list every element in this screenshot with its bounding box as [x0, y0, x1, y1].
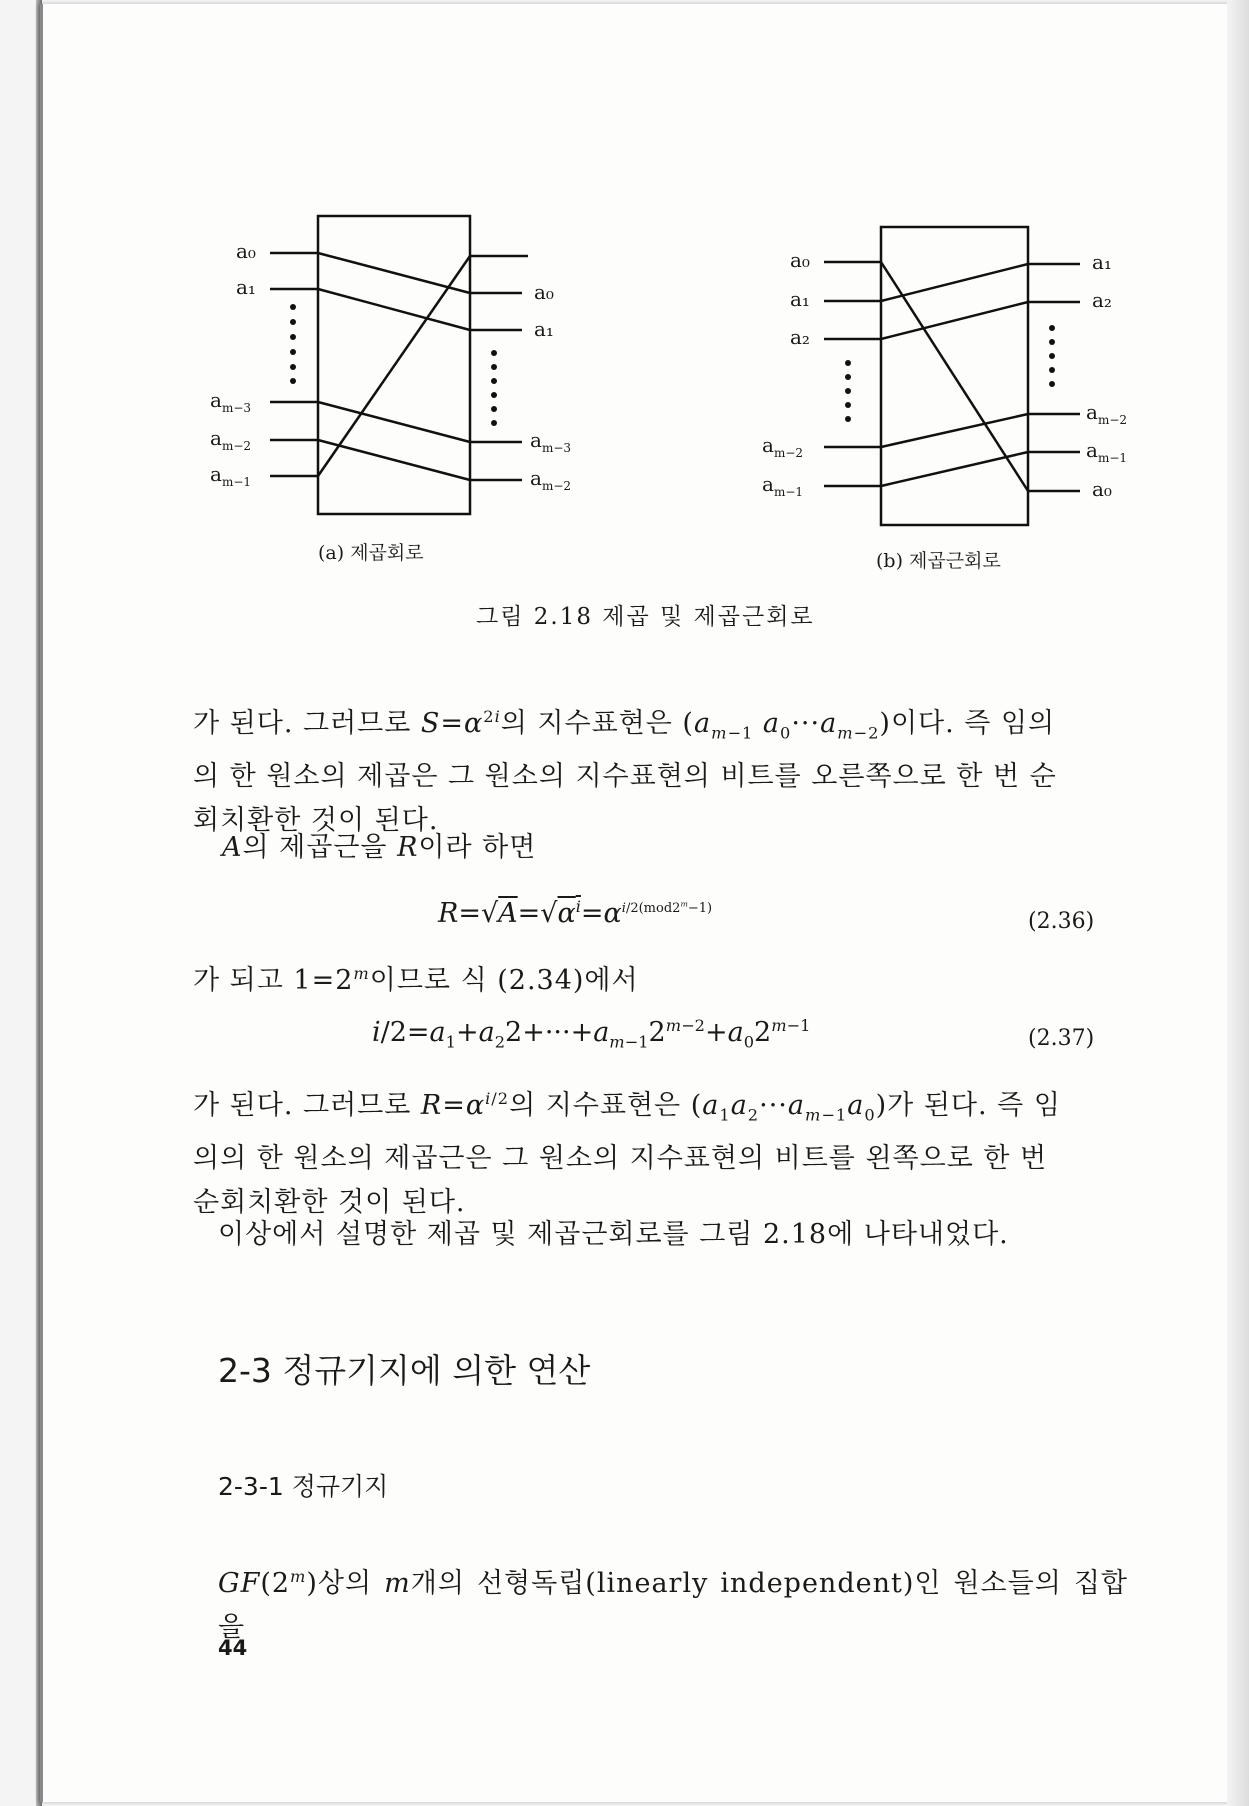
b-input-label: $a_{m-1}$: [762, 472, 804, 499]
text: 의 지수표현은 (: [509, 1090, 703, 1121]
subsection-heading: 2-3-1 정규기지: [218, 1472, 389, 1501]
paragraph: 가 된다. 그러므로 $S=\alpha^{2i}$의 지수표현은 ($a_{m-1}$ $a_0\cdot\cdot\cdot a_{m-2}$)이다. 즉 임의 의 한 원소의 제곱은 그 원소의 지수표현의 비트를 오른쪽으로 한 번 순 회치환한 것이 된다.: [193, 695, 1128, 843]
a-output-label: a₀: [534, 280, 554, 304]
b-input-label: a₁: [790, 287, 810, 311]
text: 이므로 식 (2.34)에서: [369, 965, 639, 996]
figure-diagrams: [0, 0, 1249, 560]
equation-2-36: $R=√A=√\alpha^i=\alpha^{i/2(mod2^m-1)}$: [438, 897, 713, 929]
a-input-label: a₀: [236, 239, 256, 263]
section-heading: 2-3 정규기지에 의한 연산: [218, 1351, 591, 1390]
text: 이라 하면: [418, 832, 537, 863]
text: )상의: [306, 1568, 385, 1599]
a-output-label: $a_{m-3}$: [530, 428, 572, 455]
b-input-label: $a_{m-2}$: [762, 433, 804, 460]
page-number: 44: [218, 1636, 248, 1660]
b-output-label: a₂: [1092, 288, 1112, 312]
b-output-label: a₁: [1092, 250, 1112, 274]
a-input-label: $a_{m-3}$: [210, 388, 252, 415]
figure-caption: 그림 2.18 제곱 및 제곱근회로: [476, 604, 815, 630]
text: 가 된다. 그러므로: [193, 1090, 421, 1121]
paragraph: 이상에서 설명한 제곱 및 제곱근회로를 그림 2.18에 나타내었다.: [218, 1219, 1009, 1250]
text: 가 되고 1=2: [193, 965, 354, 996]
text-line: 의 한 원소의 제곱은 그 원소의 지수표현의 비트를 오른쪽으로 한 번 순: [193, 761, 1057, 793]
text: 개의 선형독립(linearly independent)인 원소들의 집합을: [218, 1568, 1129, 1643]
text: )이다. 즉 임의: [879, 708, 1056, 739]
text: 의 제곱근을: [242, 832, 398, 863]
a-input-label: $a_{m-1}$: [210, 462, 252, 489]
paragraph: 가 된다. 그러므로 $R=\alpha^{i/2}$의 지수표현은 $(a_1a_2\cdot\cdot\cdot a_{m-1}a_0)$가 된다. 즉 임 의의 한 원소의 제곱근은 그 원소의 지수표현의 비트를 왼쪽으로 한 번 순회치환한 것이 된다.: [193, 1077, 1128, 1225]
paragraph: A의 제곱근을 R이라 하면: [222, 832, 537, 863]
text: 가 된다. 그러므로: [193, 708, 421, 739]
a-caption: (a) 제곱회로: [318, 542, 424, 564]
text: (2: [260, 1568, 291, 1599]
text-line: 회치환한 것이 된다.: [193, 805, 439, 837]
text: )가 된다. 즉 임: [875, 1090, 1061, 1121]
b-output-label: $a_{m-2}$: [1086, 400, 1128, 427]
a-output-label: a₁: [534, 317, 554, 341]
b-output-label: $a_{m-1}$: [1086, 438, 1128, 465]
equation-number: (2.37): [1028, 1026, 1095, 1051]
paragraph: 가 되고 $1=2^m$이므로 식 (2.34)에서: [193, 964, 639, 996]
b-input-label: a₂: [790, 325, 810, 349]
equation-number: (2.36): [1028, 909, 1095, 934]
b-caption: (b) 제곱근회로: [876, 550, 1001, 572]
equation-2-37: $i/2=a_1+a_22+\cdot\cdot\cdot+a_{m-1}2^{m-2}+a_02^{m-1}$: [372, 1016, 811, 1052]
a-input-label: a₁: [236, 275, 256, 299]
text: 의 지수표현은 (: [500, 708, 694, 739]
text-line: 순회치환한 것이 된다.: [193, 1187, 466, 1219]
paragraph: GF(2$^m$)상의 m개의 선형독립(linearly independent)인 원소들의 집합을: [218, 1567, 1129, 1643]
text-line: 의의 한 원소의 제곱근은 그 원소의 지수표현의 비트를 왼쪽으로 한 번: [193, 1143, 1048, 1175]
a-input-label: $a_{m-2}$: [210, 426, 252, 453]
a-output-label: $a_{m-2}$: [530, 466, 572, 493]
b-input-label: a₀: [790, 248, 810, 272]
b-output-label: a₀: [1092, 477, 1112, 501]
